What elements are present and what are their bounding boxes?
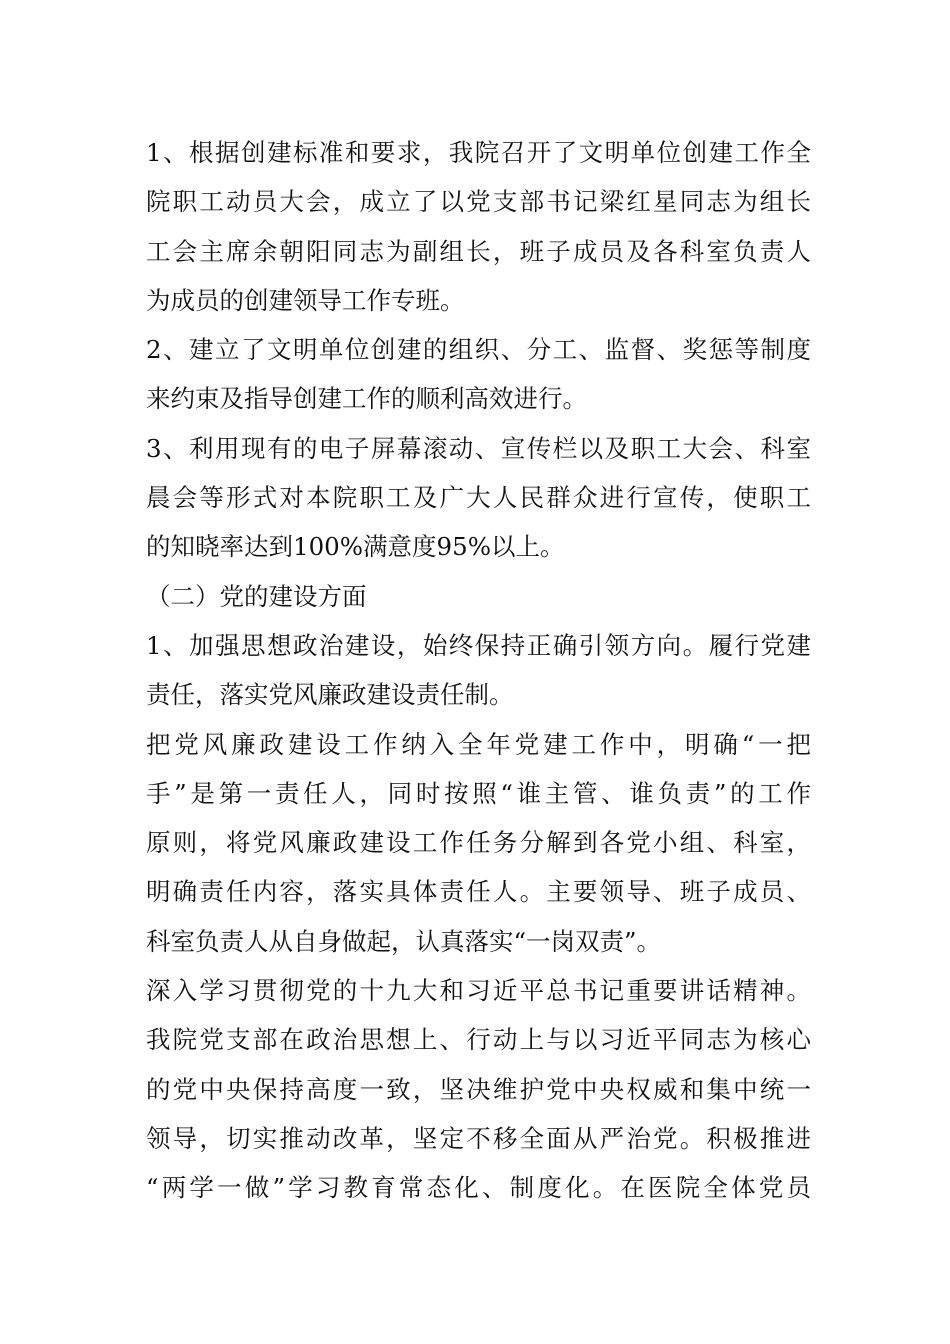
text-line: 1、根据创建标准和要求，我院召开了文明单位创建工作全 xyxy=(146,138,811,167)
text-line: 明确责任内容，落实具体责任人。主要领导、班子成员、 xyxy=(146,877,811,907)
text-line: 手”是第一责任人，同时按照“谁主管、谁负责”的工作 xyxy=(146,778,811,808)
text-line: 2、建立了文明单位创建的组织、分工、监督、奖惩等制度 xyxy=(146,335,811,365)
text-line: 科室负责人从自身做起，认真落实“一岗双责”。 xyxy=(146,926,662,956)
text-line: 1、加强思想政治建设，始终保持正确引领方向。履行党建 xyxy=(146,630,811,660)
section-heading: （二）党的建设方面 xyxy=(146,581,367,611)
text-line: 为成员的创建领导工作专班。 xyxy=(146,285,465,315)
text-line: 院职工动员大会，成立了以党支部书记梁红星同志为组长 xyxy=(146,187,811,217)
text-line: 原则，将党风廉政建设工作任务分解到各党小组、科室， xyxy=(146,828,811,858)
document-body xyxy=(146,128,811,1213)
text-line: 把党风廉政建设工作纳入全年党建工作中，明确“一把 xyxy=(146,729,811,759)
text-line: 3、利用现有的电子屏幕滚动、宣传栏以及职工大会、科室 xyxy=(146,433,811,463)
text-line: 责任，落实党风廉政建设责任制。 xyxy=(146,680,514,710)
text-line: 晨会等形式对本院职工及广大人民群众进行宣传，使职工 xyxy=(146,483,811,513)
text-line: 工会主席余朝阳同志为副组长，班子成员及各科室负责人 xyxy=(146,236,811,266)
text-line: 的党中央保持高度一致，坚决维护党中央权威和集中统一 xyxy=(146,1074,811,1104)
text-line: 我院党支部在政治思想上、行动上与以习近平同志为核心 xyxy=(146,1025,811,1055)
text-line: 的知晓率达到100%满意度95%以上。 xyxy=(146,532,565,562)
text-line: 深入学习贯彻党的十九大和习近平总书记重要讲话精神。 xyxy=(146,976,811,1006)
text-line: 来约束及指导创建工作的顺利高效进行。 xyxy=(146,384,587,414)
text-line: “两学一做”学习教育常态化、制度化。在医院全体党员 xyxy=(146,1173,811,1203)
text-line: 领导，切实推动改革，坚定不移全面从严治党。积极推进 xyxy=(146,1123,811,1153)
